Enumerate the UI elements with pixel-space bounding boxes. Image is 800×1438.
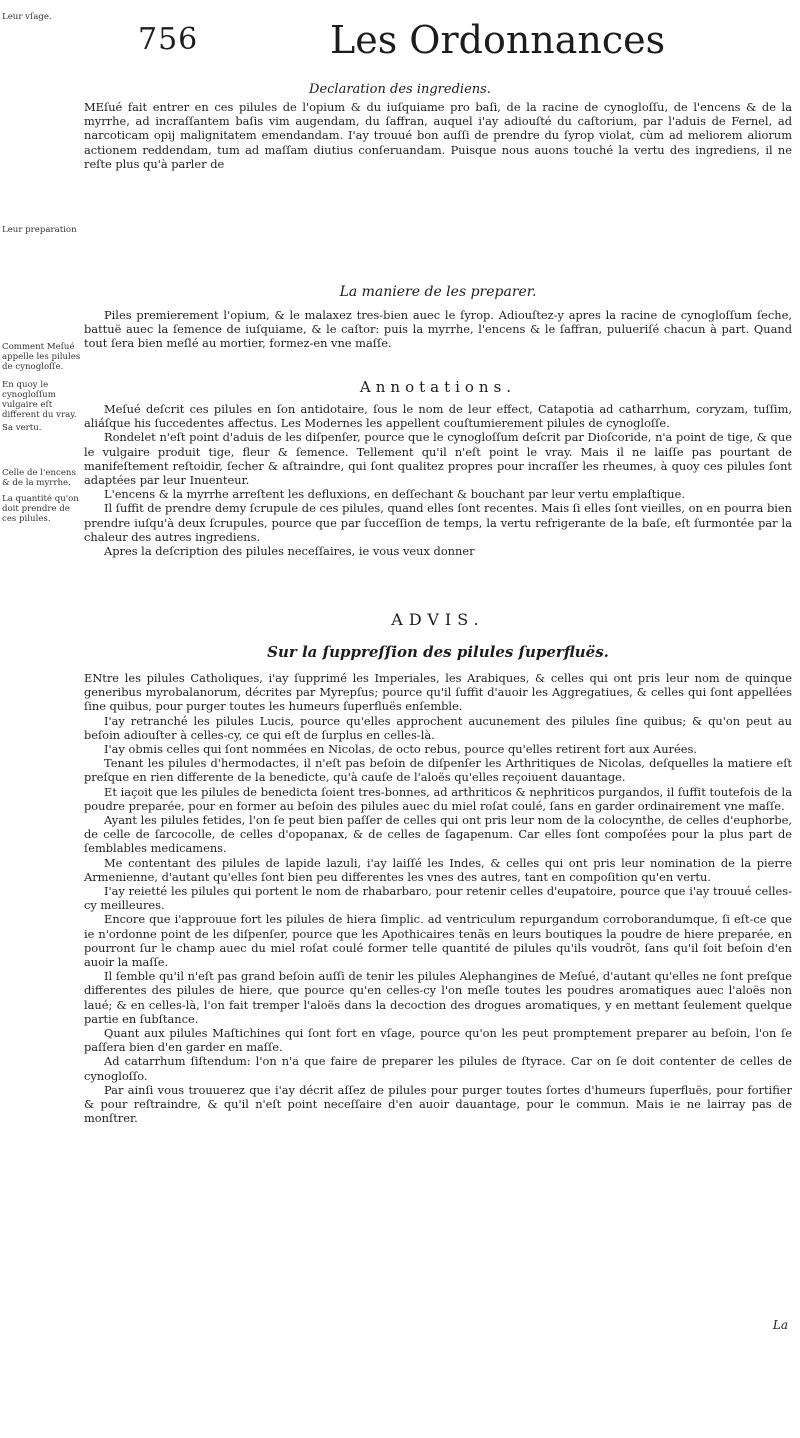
annotation-paragraph: Il ſuffit de prendre demy ſcrupule de ces pilules, quand elles ſont recentes. Mais ſi elles ſont vieilles, on en pourra bien prendre iuſqu'à deux ſcrupules, pource que par ſucceſſion de temps, la vertu refrigerante de la baſe, eſt ſurmontée par la chaleur des autres ingrediens. (84, 501, 792, 544)
intro-paragraph: MEſué fait entrer en ces pilules de l'opium & du iuſquiame pro baſi, de la racine de cynogloſſu, de l'encens & de la myrrhe, ad incraſſantem baſis vim augendam, du ſaffran, auquel i'ay adiouſté du caſtorium, par l'aduis de Fernel, ad narcoticam opij malignitatem emendandam. I'ay trouué bon auſſi de prendre du ſyrop violat, cùm ad meliorem aliorum actionem reddendam, tum ad maſſam diutius conſeruandam. Puisque nous auons touché la vertu des ingrediens, il ne reſte plus qu'à parler de (84, 100, 792, 171)
preparation-heading: La maniere de les preparer. (339, 284, 537, 300)
preparation-paragraph: Piles premierement l'opium, & le malaxez tres-bien auec le ſyrop. Adiouſtez-y apres la racine de cynogloſſum ſeche, battuë auec la ſemence de iuſquiame, & le caſtor: puis la myrrhe, l'encens & le ſaffran, pulueriſé chacun à part. Quand tout ſera bien meſlé au mortier, formez-en vne maſſe. (84, 308, 792, 351)
advis-paragraph: Tenant les pilules d'hermodactes, il n'eſt pas beſoin de diſpenſer les Arthritiques de Nicolas, deſquelles la matiere eſt preſque en rien differente de la benedicte, qu'à cauſe de l'aloës qu'elles reçoiuent dauantage. (84, 756, 792, 785)
advis-paragraph: ENtre les pilules Catholiques, i'ay ſupprimé les Imperiales, les Arabiques, & celles qui ont pris leur nom de quinque generibus myrobalanorum, décrites par Myrepſus; pource qu'il ſuffit d'auoir les Aggregatiues, & celles qui ſont appellées ſine quibus, pour purger toutes les humeurs ſuperfluës enſemble. (84, 671, 792, 714)
margin-note: Leur preparation (2, 225, 77, 235)
advis-paragraph: I'ay reietté les pilules qui portent le nom de rhabarbaro, pour retenir celles d'eupatoire, pource que i'ay trouué celles-cy meilleures. (84, 884, 792, 913)
annotation-paragraph: L'encens & la myrrhe arreſtent les defluxions, en deſſechant & bouchant par leur vertu emplaſtique. (104, 487, 686, 502)
advis-paragraph: Par ainſi vous trouuerez que i'ay décrit aſſez de pilules pour purger toutes ſortes d'humeurs ſuperfluës, pour fortifier & pour reſtraindre, & qu'il n'eſt point neceſſaire d'en auoir dauantage, pour le commun. Mais ie ne lairray pas de monſtrer. (84, 1082, 792, 1126)
margin-note: Sa vertu. (2, 423, 42, 433)
advis-heading: ADVIS. (391, 610, 485, 629)
running-title: Les Ordonnances (330, 18, 666, 62)
margin-note: La quantité qu'on doit prendre de ces pilules. (2, 494, 79, 524)
intro-block (84, 100, 792, 171)
margin-notes (0, 0, 84, 1438)
margin-note: Leur vſage. (2, 12, 52, 22)
advis-paragraph: I'ay obmis celles qui ſont nommées en Nicolas, de octo rebus, pource qu'elles retirent fort aux Aurées. (104, 742, 697, 757)
annotation-paragraph: Apres la deſcription des pilules neceſſaires, ie vous veux donner (104, 544, 475, 559)
advis-block (84, 610, 792, 1126)
section-subtitle: Declaration des ingrediens. (309, 82, 491, 97)
page-body (84, 100, 792, 1430)
advis-paragraph: Il ſemble qu'il n'eſt pas grand beſoin auſſi de tenir les pilules Alephangines de Meſué, d'autant qu'elles ne ſont preſque differentes des pilules de hiere, que pource qu'en celles-cy l'on meſle toutes les poudres aromatiques auec l'aloës non laué; & en celles-là, l'on fait tremper l'aloës dans la decoction des drogues aromatiques, y en mettant ſeulement quelque partie en ſubſtance. (84, 969, 792, 1026)
advis-paragraph: Quant aux pilules Maſtichines qui ſont fort en vſage, pource qu'on les peut promptement preparer au beſoin, l'on ſe paſſera bien d'en garder en maſſe. (84, 1026, 792, 1055)
advis-paragraph: Ad catarrhum ſiſtendum: l'on n'a que faire de preparer les pilules de ſtyrace. Car on ſe doit contenter de celles de cynogloſſo. (84, 1054, 792, 1083)
advis-subheading: Sur la ſuppreſſion des pilules ſuperfluës. (267, 643, 609, 661)
page-number: 756 (138, 22, 199, 57)
advis-paragraph: Ayant les pilules fetides, l'on ſe peut bien paſſer de celles qui ont pris leur nom de la colocynthe, de celles d'euphorbe, de celle de ſarcocolle, de celles d'opopanax, & de celles de ſagapenum. Car elles ſont compoſées pour la plus part de ſemblables medicamens. (84, 813, 792, 856)
advis-paragraph: Encore que i'approuue fort les pilules de hiera ſimplic. ad ventriculum repurgandum corroborandumque, ſi eſt-ce que ie n'ordonne point de les diſpenſer, pource que les Apothicaires tenãs en leurs boutiques la poudre de hiere preparée, en pourront ſur le champ auec du miel roſat coulé former telle quantité de pilules qu'ils voudrõt, ſans qu'il ſoit beſoin d'en auoir la maſſe. (84, 912, 792, 970)
annotation-paragraph: Meſué deſcrit ces pilules en ſon antidotaire, ſous le nom de leur effect, Catapotia ad catharrhum, coryzam, tuſſim, aliáſque his ſuccedentes affectus. Les Modernes les appellent couſtumierement pilules de cynogloſſe. (84, 402, 792, 431)
annotations-block (84, 378, 792, 558)
advis-paragraph: Et iaçoit que les pilules de benedicta ſoient tres-bonnes, ad arthriticos & nephriticos purgandos, il ſuffit toutefois de la poudre preparée, pour en former au beſoin des pilules auec du miel roſat coulé, ſans en garder ordinairement vne maſſe. (84, 784, 792, 813)
catch-word: La (772, 1318, 788, 1332)
page-header (0, 14, 800, 64)
annotation-paragraph: Rondelet n'eſt point d'aduis de les diſpenſer, pource que le cynogloſſum deſcrit par Dioſcoride, n'a point de tige, & que le vulgaire produit tige, fleur & ſemence. Tellement qu'il n'eſt point le vray. Mais il ne laiſſe pas pourtant de manifeſtement reſtoidir, ſecher & aſtraindre, qui ſont qualitez propres pour incraſſer les rheumes, à quoy ces pilules ſont adaptées par leur Inuenteur. (84, 430, 792, 488)
preparation-block (84, 284, 792, 351)
annotations-heading: Annotations. (359, 378, 517, 396)
advis-paragraph: Me contentant des pilules de lapide lazuli, i'ay laiſſé les Indes, & celles qui ont pris leur nomination de la pierre Armenienne, d'autant qu'elles ſont bien peu differentes les vnes des autres, tant en compoſition qu'en vertu. (84, 855, 792, 884)
margin-note: Celle de l'encens & de la myrrhe. (2, 468, 76, 488)
margin-note: En quoy le cynogloſſum vulgaire eſt different du vray. (2, 380, 77, 420)
margin-note: Comment Meſué appelle les pilules de cynogloſſe. (2, 342, 81, 372)
advis-paragraph: I'ay retranché les pilules Lucis, pource qu'elles approchent aucunement des pilules ſine quibus; & qu'on peut au beſoin adiouſter à celles-cy, ce qui eſt de ſurplus en celles-là. (84, 713, 792, 742)
